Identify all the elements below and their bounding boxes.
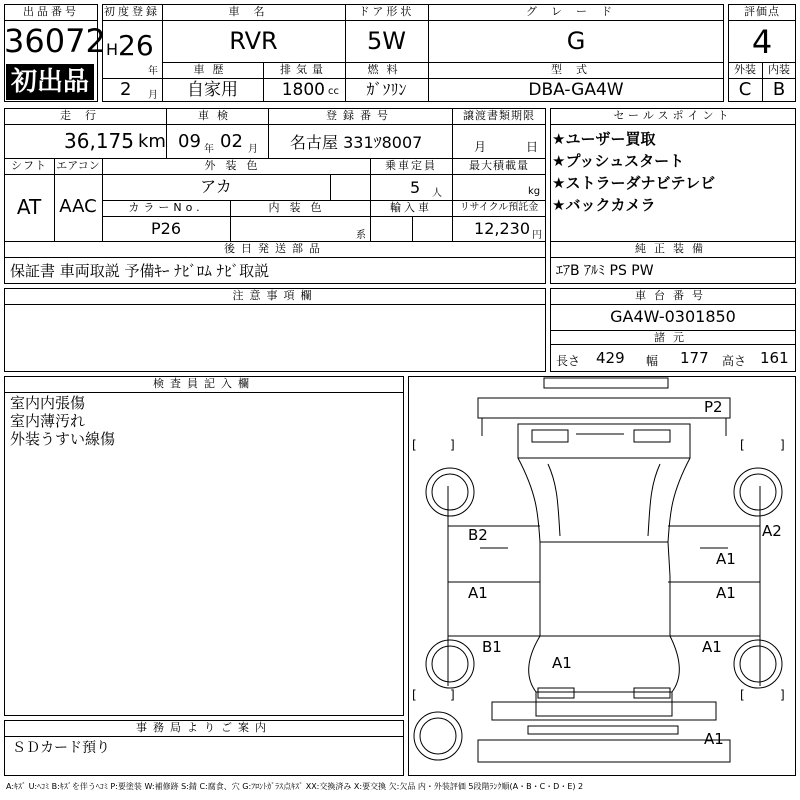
load-unit: kg	[528, 186, 541, 197]
transfer-month-unit: 月	[474, 140, 487, 154]
inspection-year: 09	[178, 131, 201, 152]
lot-no-label: 出品番号	[23, 5, 79, 18]
chassis-value: GA4W-0301850	[610, 307, 736, 326]
lot-number: 36072	[4, 22, 106, 60]
interior-score: B	[772, 79, 786, 100]
ac-label: エアコン	[56, 159, 100, 172]
exterior-score: C	[738, 79, 752, 100]
dims-label: 諸元	[654, 331, 692, 344]
recycle-label: リサイクル預託金	[459, 202, 539, 213]
length: 429	[596, 349, 625, 367]
sales-point-4: ★バックカメラ	[552, 196, 656, 214]
office-label: 事務局よりご案内	[136, 721, 272, 734]
bracket-left-close-2: ]	[450, 688, 455, 702]
sales-point-3: ★ストラーダナビテレビ	[552, 174, 716, 192]
mileage-unit: km	[138, 131, 166, 152]
inspector-line-2: 室内薄汚れ	[10, 412, 86, 430]
door: 5W	[367, 27, 406, 55]
int-color-unit: 系	[356, 230, 366, 241]
grade: G	[566, 27, 586, 55]
sales-point-2: ★プッシュスタート	[552, 152, 685, 170]
mileage-label: 走行	[60, 109, 110, 122]
inspector-line-3: 外装うすい線傷	[10, 430, 116, 448]
displacement-unit: cc	[328, 86, 339, 97]
inspection-month-unit: 月	[248, 144, 258, 155]
ext-color: アカ	[200, 177, 232, 196]
sales-point-1: ★ユーザー買取	[552, 130, 656, 148]
later-parts-label: 後日発送部品	[224, 242, 326, 255]
mark-a1-center: A1	[552, 654, 572, 672]
capacity: 5	[410, 178, 421, 197]
inspection-label: 車検	[198, 109, 236, 122]
import-label: 輸入車	[390, 201, 432, 214]
bracket-left-open-2: [	[412, 688, 417, 702]
first-listing-text: 初出品	[10, 67, 89, 97]
inspection-year-unit: 年	[204, 144, 214, 155]
sales-points-label: セールスポイント	[613, 109, 733, 122]
mileage: 36,175	[64, 129, 134, 153]
int-color-label: 内装色	[268, 201, 332, 214]
history-label: 車歴	[193, 63, 232, 76]
length-label: 長さ	[556, 354, 581, 368]
recycle-unit: 円	[532, 230, 542, 241]
shift-label: シフト	[11, 159, 47, 172]
mark-a1-left-mid: A1	[468, 584, 488, 602]
height-label: 高さ	[722, 354, 747, 368]
model: DBA-GA4W	[528, 80, 624, 100]
reg-month: 2	[120, 79, 132, 100]
transfer-day-unit: 日	[526, 140, 539, 154]
reg-month-unit: 月	[148, 90, 158, 101]
bracket-right-close: ]	[780, 438, 785, 452]
reg-era: H	[106, 40, 119, 59]
recycle: 12,230	[474, 219, 530, 238]
mark-a1-bottom: A1	[704, 730, 724, 748]
equipment-label: 純正装備	[635, 242, 711, 255]
plate-label: 登録番号	[326, 109, 394, 122]
door-label: ドア形状	[358, 5, 415, 18]
mark-p2: P2	[704, 398, 723, 416]
color-no-label: カラーNo.	[128, 201, 204, 214]
bracket-left-close: ]	[450, 438, 455, 452]
mark-a1-right-mid: A1	[716, 584, 736, 602]
score-label: 評価点	[744, 5, 780, 18]
bracket-right-open-2: [	[740, 688, 745, 702]
office-value: ＳＤカード預り	[12, 740, 110, 756]
notes-label: 注意事項欄	[232, 289, 318, 302]
bracket-right-open: [	[740, 438, 745, 452]
car-name: RVR	[229, 27, 278, 55]
transfer-label: 譲渡書類期限	[463, 109, 535, 122]
car-diagram	[408, 376, 796, 776]
inspector-label: 検査員記入欄	[153, 377, 255, 390]
reg-year: 26	[118, 29, 154, 62]
mark-a1-right-lower: A1	[702, 638, 722, 656]
ext-color-label: 外装色	[204, 159, 268, 172]
later-parts-value: 保証書 車両取説 予備ｷｰ ﾅﾋﾞﾛﾑ ﾅﾋﾞ取説	[10, 262, 270, 280]
model-label: 型式	[551, 63, 601, 76]
grade-label: グレード	[526, 5, 626, 18]
mark-b1: B1	[482, 638, 502, 656]
mark-a1-right-upper: A1	[716, 550, 736, 568]
plate: 名古屋 331ﾂ8007	[290, 133, 423, 152]
ac: AAC	[59, 196, 97, 217]
shift: AT	[16, 195, 42, 219]
reg-year-unit: 年	[148, 66, 158, 77]
displacement-label: 排気量	[280, 63, 328, 76]
fuel: ｶﾞｿﾘﾝ	[366, 80, 407, 99]
legend: A:ｷｽﾞ U:ﾍｺﾐ B:ｷｽﾞを伴うﾍｺﾐ P:要塗装 W:補修跡 S:錆 C:腐食、穴 G:ﾌﾛﾝﾄｶﾞﾗｽ点ｷｽﾞ XX:交換済み X:要交換 欠:欠品 内・外装評価 5段階ﾗﾝｸ順(A・B・C・D・E) 2	[6, 782, 584, 791]
displacement: 1800	[281, 80, 325, 100]
interior-label: 内装	[768, 63, 790, 76]
mark-a2: A2	[762, 522, 782, 540]
score: 4	[751, 23, 773, 61]
exterior-label: 外装	[734, 63, 756, 76]
equipment-value: ｴｱB ｱﾙﾐ PS PW	[556, 263, 654, 279]
capacity-label: 乗車定員	[385, 159, 437, 172]
history: 自家用	[187, 80, 238, 100]
width-label: 幅	[646, 354, 659, 368]
chassis-label: 車台番号	[635, 289, 711, 302]
color-no: P26	[150, 219, 181, 238]
mark-b2: B2	[468, 526, 488, 544]
inspector-line-1: 室内内張傷	[10, 394, 86, 412]
fuel-label: 燃料	[367, 63, 406, 76]
inspection-month: 02	[220, 131, 243, 152]
capacity-unit: 人	[432, 188, 442, 199]
width: 177	[680, 349, 709, 367]
car-name-label: 車名	[228, 5, 279, 18]
reg-label: 初度登録	[104, 5, 160, 18]
bracket-right-close-2: ]	[780, 688, 785, 702]
height: 161	[760, 349, 789, 367]
bracket-left-open: [	[412, 438, 417, 452]
load-label: 最大積載量	[469, 159, 529, 172]
